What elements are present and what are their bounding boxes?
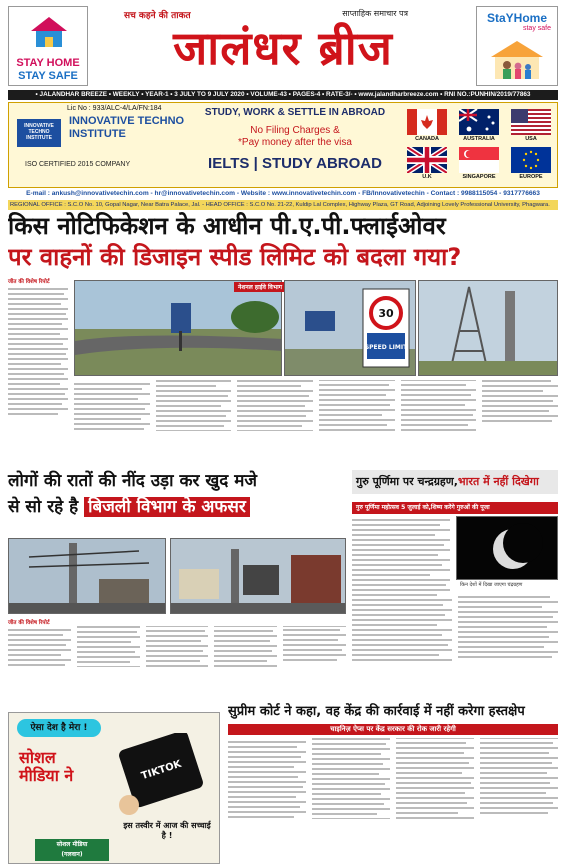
newspaper-title: जालंधर ब्रीज [173,21,393,75]
stay-home-title: StaYHome [486,11,548,25]
institute-logo: INNOVATIVE TECHNO INSTITUTE [17,119,61,147]
story3-headline-red: भारत में नहीं दिखेगा [457,475,539,488]
canada-label: CANADA [415,136,439,142]
speed-limit-sign: SPEED LIMIT [364,344,408,351]
story2-headline-part: से सो रहे है [8,497,79,517]
uk-flag-icon [407,147,447,173]
story1-columns [74,380,558,464]
weekly-label: साप्ताहिक समाचार पत्र [342,9,408,18]
tagline-row [118,8,448,20]
story4-subhead: चाइनिज़ ऐप्स पर केंद्र सरकार की रोक जारी रहेगी [228,724,558,735]
europe-label: EUROPE [519,174,543,180]
usa-flag-icon [511,109,551,135]
main-headline-line2: पर वाहनों की डिजाइन स्पीड लिमिट को बदला गया? [8,243,462,271]
story2-columns [8,626,346,698]
europe-flag-icon [511,147,551,173]
eclipse-caption: किन देशों में दिखा जाएगा चंद्रग्रहण [460,582,523,588]
cartoon-bubble: ऐसा देश है मेरा ! [17,719,101,737]
singapore-flag-icon [459,147,499,173]
story3-headline [352,470,558,494]
australia-flag-icon [459,109,499,135]
eclipse-strip: गुरु पूर्णिमा महोत्सव 5 जुलाई को,शिष्य करेंगे गुरुओं की पूजा [352,502,558,514]
usa-label: USA [525,136,537,142]
family-icon [487,39,547,81]
story2-byline: जीत की विशेष रिपोर्ट [8,620,50,626]
ad-offices-line: REGIONAL OFFICE : S.C.O No. 10, Gopal Nagar, Near Batra Palace, Jal. - HEAD OFFICE : S.C.O No. 21-22, Kuldip Lal Complex, Highway Plaza, GT Road, Adjoining Lovely Professional University, Phagwara. [8,200,558,210]
institute-ad [8,102,558,188]
story1-column-1 [8,285,68,461]
country-flags [405,107,555,185]
eclipse-photo [456,516,558,580]
cartoon-quote: इस तस्वीर में आज की सच्चाई है ! [123,821,211,840]
stay-home-label: STAY HOME [16,57,80,69]
house-icon [27,15,71,49]
study-abroad-heading: STUDY, WORK & SETTLE IN ABROAD [204,107,386,118]
story2-headline-red: बिजली विभाग के अफसर [84,497,250,517]
story3-columns [352,596,558,698]
transformer-photo [170,538,346,614]
masthead [8,6,558,98]
cartoon-panel [8,712,220,864]
story2-headline [8,468,348,532]
story4-headline: सुप्रीम कोर्ट ने कहा, वह केंद्र की कार्रवाई में नहीं करेगा हस्तक्षेप [228,704,525,719]
story4-columns [228,738,558,862]
main-headline-line1: किस नोटिफिकेशन के आधीन पी.ए.पी.फ्लाईओवर [8,212,446,240]
institute-brand [13,115,183,161]
iso-label: ISO CERTIFIED 2015 COMPANY [25,161,131,168]
flyover-photo [74,280,282,376]
institute-name: INNOVATIVE TECHNO INSTITUTE [69,115,185,140]
info-strip: • JALANDHAR BREEZE • WEEKLY • YEAR-1 • 3 JULY TO 9 JULY 2020 • VOLUME-43 • PAGES-4 • RATE-3/- • www.jalandharbreeze.com • RNI NO.:PUNHIN/2019/77863 [8,90,558,100]
story2-headline-line2 [8,494,348,520]
pay-after-visa-line: *Pay money after the visa [238,137,352,148]
tiktok-phone-icon [105,733,215,819]
canada-flag-icon [407,109,447,135]
tiktok-label: TIKTOK [140,758,183,783]
no-filing-line: No Filing Charges & [250,125,340,136]
cartoon-box: सोशल मीडिया (गलवान) [35,839,109,861]
stay-safe-label: STAY SAFE [18,70,78,82]
ad-contact-line: E-mail : ankush@innovativetechin.com - hr@innovativetechin.com - Website : www.innovativetechin.com - FB/Innovativetechin - Contact : 9988115054 - 9317776663 [26,190,540,197]
speed-value: 30 [378,307,394,320]
stay-home-box [8,6,88,86]
uk-label: U.K [422,174,432,180]
tower-photo [418,280,558,376]
australia-label: AUSTRALIA [463,136,495,142]
tagline: सच कहने की ताकत [124,11,191,21]
speed-limit-photo [284,280,416,376]
story1-photo-label: नेशनल हाईवे विभाग [234,282,286,292]
license-number: Lic No : 933/ALC-4/LA/FN:184 [67,105,162,112]
cartoon-title: सोशल मीडिया ने [19,748,74,785]
ielts-heading: IELTS | STUDY ABROAD [208,155,382,172]
electric-pole-photo [8,538,166,614]
singapore-label: SINGAPORE [462,174,496,180]
story1-byline: जीत की विशेष रिपोर्ट [8,279,50,285]
story3-headline-part: गुरु पूर्णिमा पर चन्द्रग्रहण, [356,475,458,488]
no-filing-charges [195,125,395,149]
stay-safe-sub: stay safe [522,25,551,32]
eclipse-box [352,502,558,592]
story2-headline-line1: लोगों की रातों की नींद उड़ा कर खुद मजे [8,471,258,491]
stay-home-family-box [476,6,558,86]
